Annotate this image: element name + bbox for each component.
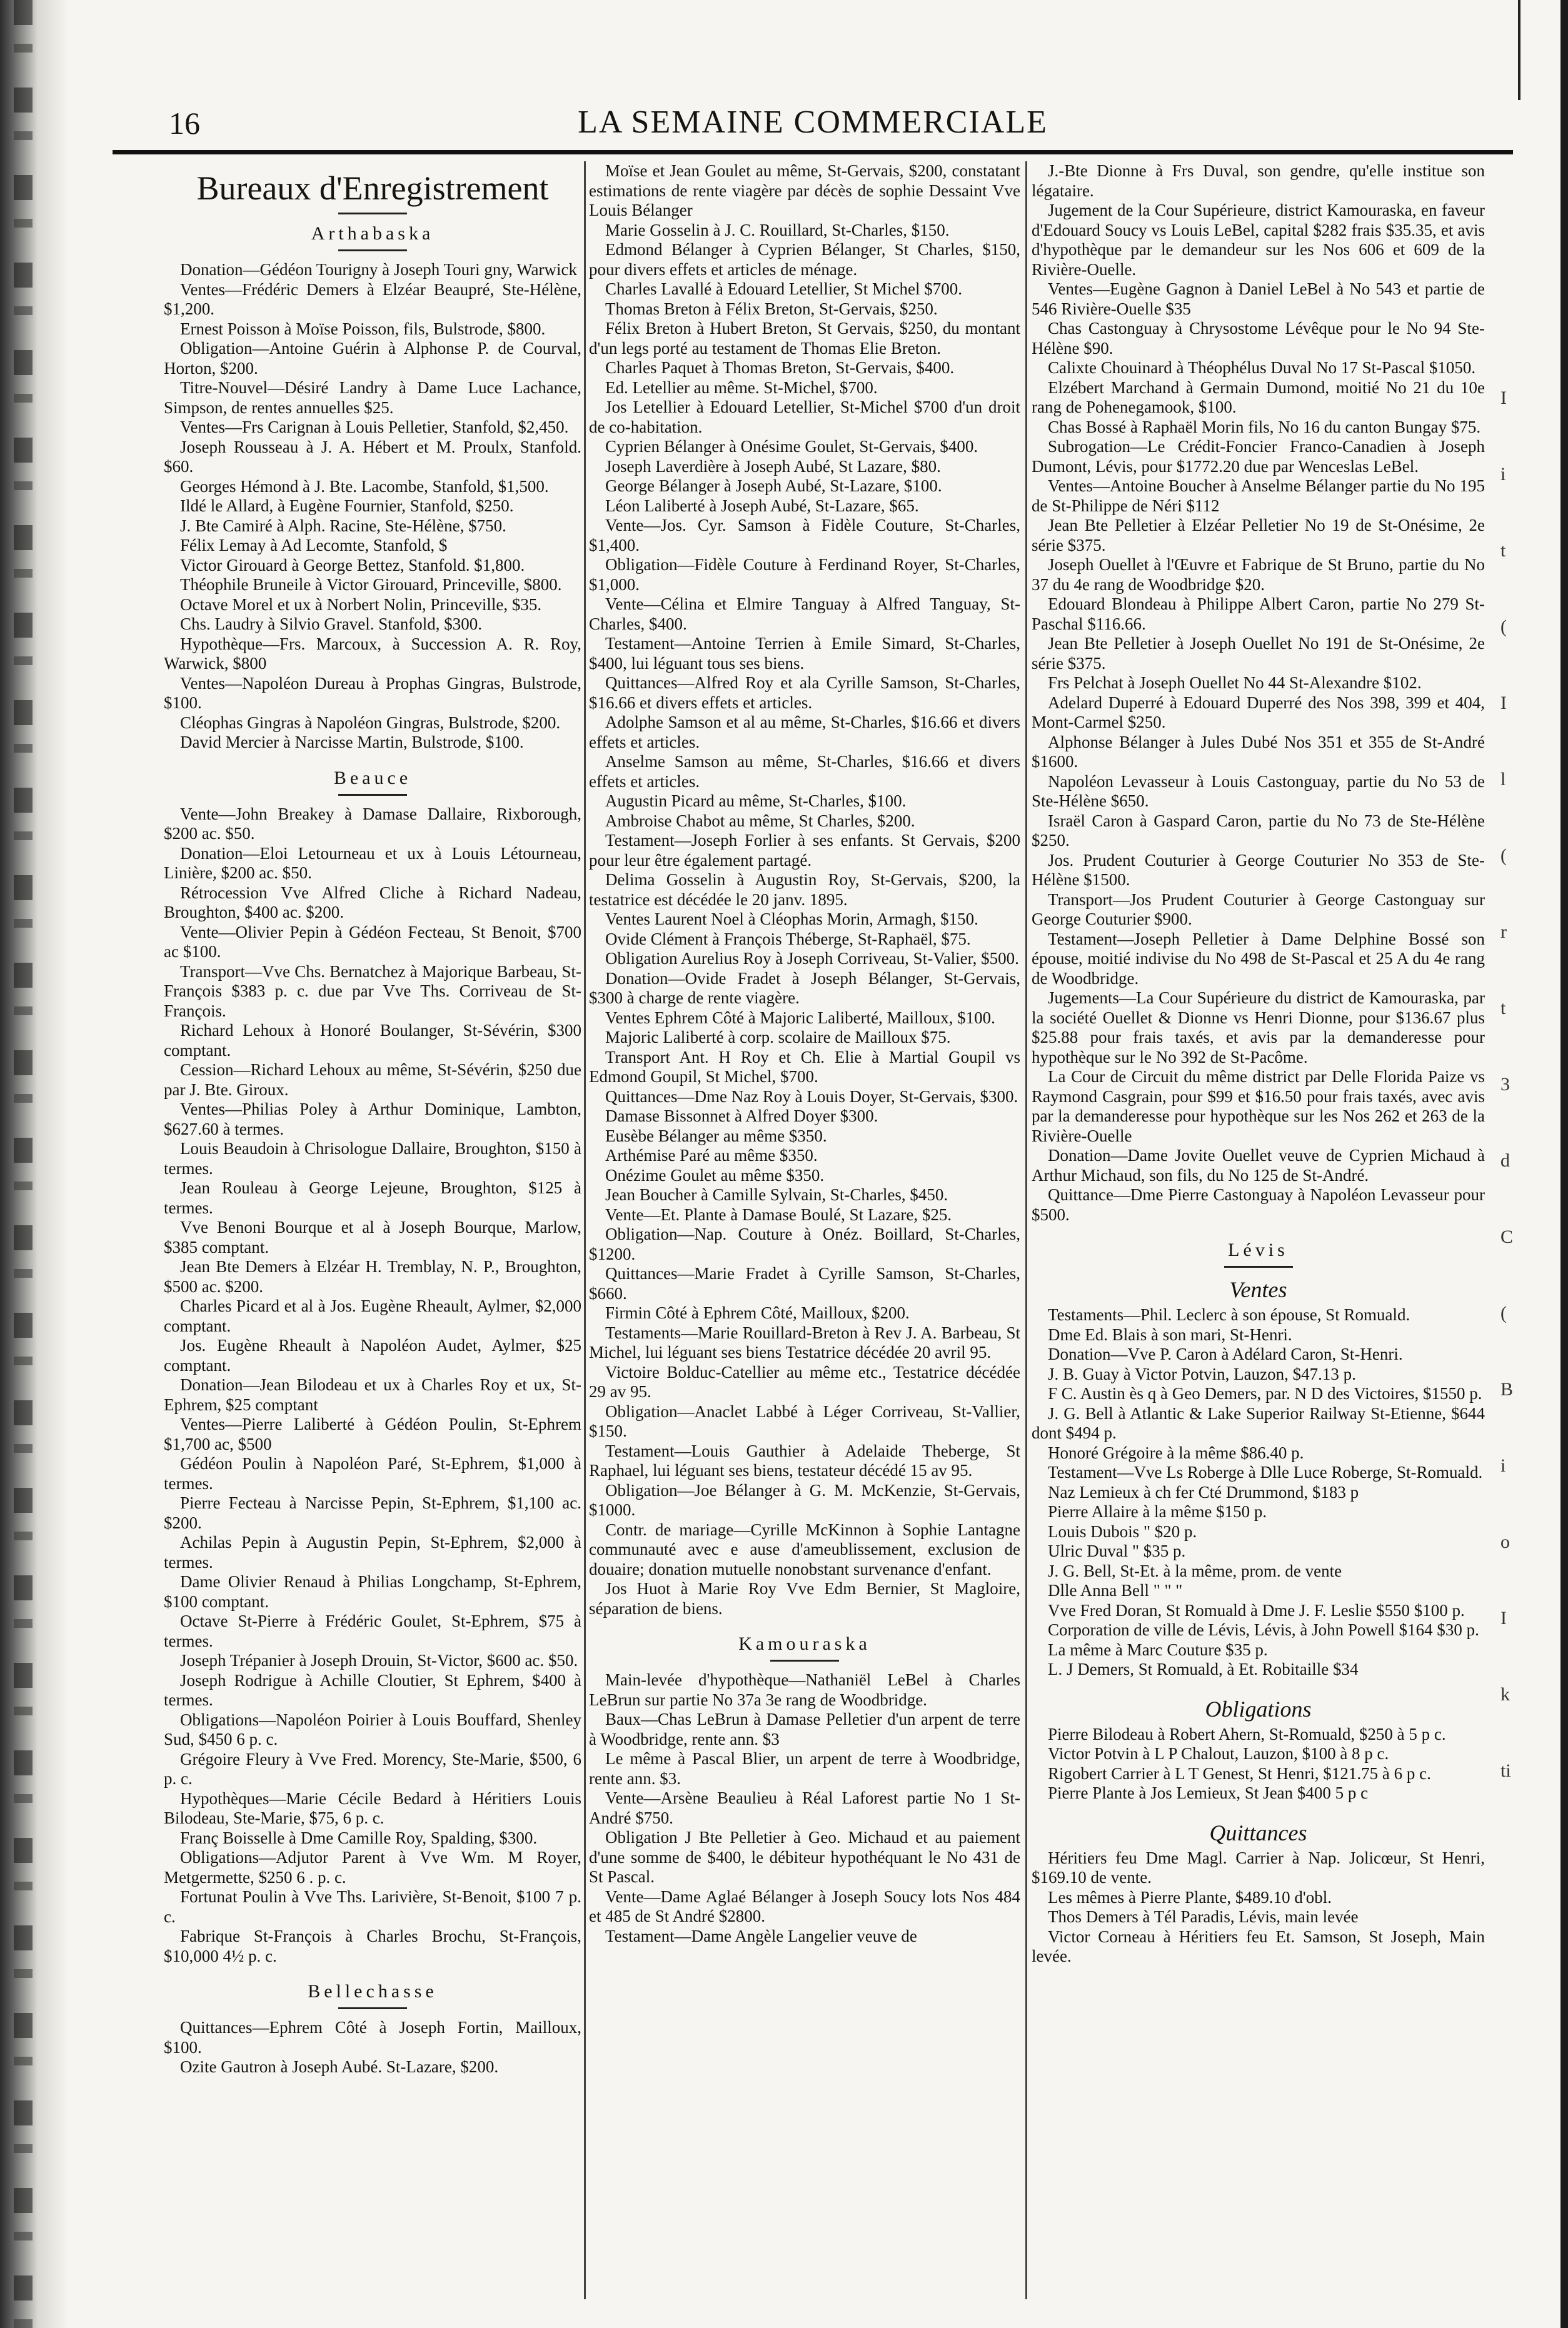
margin-mark: t [1500,540,1506,561]
margin-mark: i [1500,464,1506,484]
record-entry: Thomas Breton à Félix Breton, St-Gervais, $250. [605,299,938,318]
scan-corner-line [1518,0,1520,100]
record-entry: Chas Bossé à Raphaël Morin fils, No 16 du canton Bungay $75. [1048,417,1481,436]
record-entry: Charles Picard et al à Jos. Eugène Rheault, Aylmer, $2,000 comptant. [164,1297,581,1335]
record-entry: Ambroise Chabot au même, St Charles, $200. [605,811,915,830]
record-entry: Louis Beaudoin à Chrisologue Dallaire, Broughton, $150 à termes. [164,1139,581,1178]
record-entry: Obligation—Joe Bélanger à G. M. McKenzie, St-Gervais, $1000. [589,1480,1020,1519]
record-entry: Damase Bissonnet à Alfred Doyer $300. [605,1106,878,1125]
record-entry: Cyprien Bélanger à Onésime Goulet, St-Gervais, $400. [605,437,978,456]
record-entry: Quittances—Alfred Roy et ala Cyrille Samson, St-Charles, $16.66 et divers effets et articles. [589,673,1020,712]
margin-mark: ti [1500,1760,1511,1781]
record-entry: J. Bte Camiré à Alph. Racine, Ste-Hélène, $750. [180,516,506,535]
record-entry: Adelard Duperré à Edouard Duperré des Nos 398, 399 et 404, Mont-Carmel $250. [1032,693,1485,731]
record-entry: Louis Dubois " $20 p. [1048,1522,1197,1541]
section-heading: Beauce [333,767,412,788]
record-entry: Jean Bte Pelletier à Joseph Ouellet No 191 de St-Onésime, 2e série $375. [1032,634,1485,673]
record-entry: Pierre Bilodeau à Robert Ahern, St-Romuald, $250 à 5 p c. [1048,1724,1446,1743]
record-entry: Ventes—Antoine Boucher à Anselme Bélanger partie du No 195 de St-Philippe de Néri $112 [1032,476,1485,515]
margin-mark: k [1500,1684,1510,1705]
record-entry: Hypothèques—Marie Cécile Bedard à Héritiers Louis Bilodeau, Ste-Marie, $75, 6 p. c. [164,1789,581,1827]
section-rule [770,1660,839,1662]
record-entry: Ed. Letellier au même. St-Michel, $700. [605,378,878,397]
subsection-heading: Ventes [1229,1277,1287,1302]
record-entry: J. G. Bell, St-Et. à la même, prom. de vente [1048,1561,1342,1580]
record-entry: Vve Fred Doran, St Romuald à Dme J. F. Leslie $550 $100 p. [1048,1600,1465,1620]
record-entry: Octave St-Pierre à Frédéric Goulet, St-Ephrem, $75 à termes. [164,1612,581,1650]
margin-mark: B [1500,1379,1514,1400]
record-entry: Donation—Ovide Fradet à Joseph Bélanger, St-Gervais, $300 à charge de rente viagère. [589,968,1020,1007]
record-entry: La Cour de Circuit du même district par Delle Florida Paize vs Raymond Casgrain, pour $99 et $16.50 pour frais taxés, avec avis par la demanderesse pour hypothèque sur les Nos 262 et 263 de la Rivière-Ouelle [1032,1067,1485,1145]
column-1-sections [164,223,581,2089]
record-entry: Georges Hémond à J. Bte. Lacombe, Stanfold, $1,500. [180,476,549,496]
record-entry: Transport—Jos Prudent Couturier à George Castonguay sur George Couturier $900. [1032,890,1485,928]
record-entry: Testaments—Phil. Leclerc à son épouse, St Romuald. [1048,1305,1410,1324]
record-entry: Eusèbe Bélanger au même $350. [605,1126,827,1145]
record-entry: Joseph Ouellet à l'Œuvre et Fabrique de St Bruno, partie du No 37 du 4e rang de Woodbridge $20. [1032,555,1485,594]
record-entry: Rigobert Carrier à L T Genest, St Henri, $121.75 à 6 p c. [1048,1764,1431,1783]
record-entry: Jos Letellier à Edouard Letellier, St-Michel $700 d'un droit de co-habitation. [589,398,1020,436]
record-entry: Testaments—Marie Rouillard-Breton à Rev J. A. Barbeau, St Michel, lui léguant ses biens Testatrice décédée 20 avril 95. [589,1323,1020,1362]
record-entry: Obligation—Anaclet Labbé à Léger Corriveau, St-Vallier, $150. [589,1402,1020,1440]
column-2 [589,161,1020,2299]
section-heading: Lévis [1228,1240,1289,1260]
record-entry: Ventes Laurent Noel à Cléophas Morin, Armagh, $150. [605,910,978,928]
record-entry: Donation—Vve P. Caron à Adélard Caron, St-Henri. [1048,1345,1403,1363]
record-entry: Victor Corneau à Héritiers feu Et. Samson, St Joseph, Main levée. [1032,1927,1485,1965]
record-entry: Pierre Fecteau à Narcisse Pepin, St-Ephrem, $1,100 ac. $200. [164,1493,581,1532]
record-entry: Adolphe Samson et al au même, St-Charles, $16.66 et divers effets et articles. [589,713,1020,751]
record-entry: Le même à Pascal Blier, un arpent de terre à Woodbridge, rente ann. $3. [589,1749,1020,1788]
margin-mark: ( [1500,1303,1507,1323]
record-entry: Testament—Joseph Pelletier à Dame Delphine Bossé son épouse, moitié indivise du No 498 de St-Pascal et 25 A du 4e rang de Woodbridge. [1032,929,1485,988]
scan-right-edge [1560,0,1568,2328]
section-gap [1032,1680,1485,1691]
section-heading: Arthabaska [311,223,435,244]
record-entry: Ventes—Eugène Gagnon à Daniel LeBel à No 543 et partie de 546 Rivière-Ouelle $35 [1032,279,1485,318]
record-entry: Obligation—Fidèle Couture à Ferdinand Royer, St-Charles, $1,000. [589,555,1020,594]
record-entry: Moïse et Jean Goulet au même, St-Gervais, $200, constatant estimations de rente viagère par décès de sophie Dessaint Vve Louis Bélanger [589,161,1020,219]
record-entry: Ozite Gautron à Joseph Aubé. St-Lazare, $200. [180,2057,499,2076]
section-heading: Kamouraska [738,1633,871,1654]
record-entry: Transport Ant. H Roy et Ch. Elie à Martial Goupil vs Edmond Goupil, St Michel, $700. [589,1047,1020,1086]
header-rule [113,150,1513,154]
record-entry: Arthémise Paré au même $350. [605,1146,818,1165]
section-gap [589,1946,1020,1957]
section-rule [338,2007,407,2009]
record-entry: Franç Boisselle à Dme Camille Roy, Spalding, $300. [180,1828,538,1847]
record-entry: Marie Gosselin à J. C. Rouillard, St-Charles, $150. [605,220,950,239]
margin-mark: ( [1500,616,1507,637]
record-entry: Thos Demers à Tél Paradis, Lévis, main levée [1048,1907,1359,1926]
record-entry: Onézime Goulet au même $350. [605,1165,825,1185]
record-entry: Testament—Antoine Terrien à Emile Simard, St-Charles, $400, lui léguant tous ses biens. [589,634,1020,673]
margin-mark: I [1500,388,1507,408]
column-3 [1032,161,1485,2299]
subsection-heading: Quittances [1209,1820,1307,1845]
section-gap [164,1966,581,1977]
record-entry: Anselme Samson au même, St-Charles, $16.66 et divers effets et articles. [589,752,1020,791]
record-entry: Joseph Rousseau à J. A. Hébert et M. Proulx, Stanfold. $60. [164,437,581,476]
record-entry: Ildé le Allard, à Eugène Fournier, Stanfold, $250. [180,496,514,515]
record-entry: Joseph Rodrigue à Achille Cloutier, St Ephrem, $400 à termes. [164,1670,581,1709]
section-gap [164,2077,581,2089]
record-entry: Calixte Chouinard à Théophélus Duval No 17 St-Pascal $1050. [1048,358,1476,377]
record-entry: Chs. Laudry à Silvio Gravel. Stanfold, $300. [180,615,482,633]
scan-binding-shadow [0,0,69,2328]
record-entry: Quittances—Ephrem Côté à Joseph Fortin, Mailloux, $100. [164,2018,581,2057]
record-entry: Jean Bte Demers à Elzéar H. Tremblay, N. P., Broughton, $500 ac. $200. [164,1257,581,1296]
section-gap [1032,1804,1485,1815]
page-header [113,94,1513,150]
record-entry: Octave Morel et ux à Norbert Nolin, Princeville, $35. [180,595,542,614]
record-entry: Quittance—Dme Pierre Castonguay à Napoléon Levasseur pour $500. [1032,1185,1485,1224]
record-entry: Testament—Vve Ls Roberge à Dlle Luce Roberge, St-Romuald. [1048,1463,1483,1482]
section-rule [338,249,407,251]
record-entry: J.-Bte Dionne à Frs Duval, son gendre, qu'elle institue son légataire. [1032,161,1485,200]
record-entry: Vente—Olivier Pepin à Gédéon Fecteau, St Benoit, $700 ac $100. [164,922,581,961]
record-entry: Vente—Dame Aglaé Bélanger à Joseph Soucy lots Nos 484 et 485 de St André $2800. [589,1887,1020,1925]
record-entry: Ventes—Philias Poley à Arthur Dominique, Lambton, $627.60 à termes. [164,1100,581,1138]
record-entry: Félix Breton à Hubert Breton, St Gervais, $250, du montant d'un legs porté au testament de Thomas Elie Breton. [589,319,1020,358]
record-entry: Firmin Côté à Ephrem Côté, Mailloux, $200. [605,1303,910,1322]
margin-mark: C [1500,1227,1514,1247]
record-entry: Vente—Et. Plante à Damase Boulé, St Lazare, $25. [605,1205,952,1224]
record-entry: Titre-Nouvel—Désiré Landry à Dame Luce Lachance, Simpson, de rentes annuelles $25. [164,378,581,417]
record-entry: Pierre Allaire à la même $150 p. [1048,1502,1267,1521]
record-entry: La même à Marc Couture $35 p. [1048,1640,1268,1659]
section-gap [164,753,581,764]
record-entry: Donation—Gédéon Tourigny à Joseph Touri gny, Warwick [180,260,577,279]
record-entry: Ventes—Frédéric Demers à Elzéar Beaupré, Ste-Hélène, $1,200. [164,279,581,318]
record-entry: Les mêmes à Pierre Plante, $489.10 d'obl. [1048,1887,1332,1907]
record-entry: Frs Pelchat à Joseph Ouellet No 44 St-Alexandre $102. [1048,673,1422,692]
record-entry: Hypothèque—Frs. Marcoux, à Succession A. R. Roy, Warwick, $800 [164,634,581,673]
column-divider [584,161,586,2299]
record-entry: Obligation J Bte Pelletier à Geo. Michaud et au paiement d'une somme de $400, le débiteur hypothéquant le No 431 de St Pascal. [589,1828,1020,1886]
record-entry: Alphonse Bélanger à Jules Dubé Nos 351 et 355 de St-André $1600. [1032,732,1485,771]
section-title: Bureaux d'Enregistrement [196,169,549,207]
record-entry: Obligation Aurelius Roy à Joseph Corriveau, St-Valier, $500. [605,949,1019,968]
margin-mark: t [1500,998,1506,1018]
record-entry: Théophile Bruneile à Victor Girouard, Princeville, $800. [180,575,562,594]
record-entry: Fabrique St-François à Charles Brochu, St-François, $10,000 4½ p. c. [164,1927,581,1965]
record-entry: Elzébert Marchand à Germain Dumond, moitié No 21 du 10e rang de Pohenegamook, $100. [1032,378,1485,416]
record-entry: Jos Huot à Marie Roy Vve Edm Bernier, St Magloire, séparation de biens. [589,1579,1020,1618]
record-entry: Naz Lemieux à ch fer Cté Drummond, $183 p [1048,1482,1359,1502]
record-entry: Donation—Jean Bilodeau et ux à Charles Roy et ux, St-Ephrem, $25 comptant [164,1375,581,1414]
record-entry: Charles Paquet à Thomas Breton, St-Gervais, $400. [605,358,955,377]
record-entry: Obligations—Napoléon Poirier à Louis Bouffard, Shenley Sud, $450 6 p. c. [164,1710,581,1749]
record-entry: Quittances—Dme Naz Roy à Louis Doyer, St-Gervais, $300. [605,1086,1018,1106]
record-entry: J. G. Bell à Atlantic & Lake Superior Railway St-Etienne, $644 dont $494 p. [1032,1403,1485,1442]
margin-mark: d [1500,1150,1510,1171]
record-entry: Obligation—Antoine Guérin à Alphonse P. de Courval, Horton, $200. [164,339,581,378]
subsection-heading: Obligations [1205,1696,1312,1722]
record-entry: Ventes Ephrem Côté à Majoric Laliberté, Mailloux, $100. [605,1008,995,1027]
margin-mark: i [1500,1455,1506,1476]
margin-mark: 3 [1500,1074,1510,1095]
section-rule [1224,1266,1293,1268]
record-entry: Achilas Pepin à Augustin Pepin, St-Ephrem, $2,000 à termes. [164,1533,581,1572]
record-entry: L. J Demers, St Romuald, à Et. Robitaille $34 [1048,1660,1359,1678]
record-entry: Majoric Laliberté à corp. scolaire de Mailloux $75. [605,1028,951,1046]
record-entry: Jugements—La Cour Supérieure du district de Kamouraska, par la société Ouellet & Dionne vs Henri Dionne, pour $136.67 plus $25.88 pour frais taxés, et avis par la demanderesse pour hypothèque sur le No 392 de St-Pacôme. [1032,988,1485,1066]
record-entry: Dlle Anna Bell " " " [1048,1581,1183,1600]
record-entry: Main-levée d'hypothèque—Nathaniël LeBel à Charles LeBrun sur partie No 37a 3e rang de Woodbridge. [589,1670,1020,1709]
margin-marks [1500,388,1538,1888]
record-entry: Cession—Richard Lehoux au même, St-Sévérin, $250 due par J. Bte. Giroux. [164,1060,581,1099]
record-entry: Contr. de mariage—Cyrille McKinnon à Sophie Lantagne communauté avec e ause d'ameublissement, exclusion de douaire; donation mutuelle nonobstant survenance d'enfant. [589,1520,1020,1578]
record-entry: Victoire Bolduc-Catellier au même etc., Testatrice décédée 29 av 95. [589,1362,1020,1401]
record-entry: Obligations—Adjutor Parent à Vve Wm. M Royer, Metgermette, $250 6 . p. c. [164,1848,581,1887]
record-entry: George Bélanger à Joseph Aubé, St-Lazare, $100. [605,476,942,495]
record-entry: Corporation de ville de Lévis, Lévis, à John Powell $164 $30 p. [1048,1620,1479,1639]
section-rule [338,794,407,796]
record-entry: Ventes—Napoléon Dureau à Prophas Gingras, Bulstrode, $100. [164,673,581,712]
section-heading: Bellechasse [308,1981,438,2002]
record-entry: Dme Ed. Blais à son mari, St-Henri. [1048,1325,1292,1344]
record-entry: Ovide Clément à François Théberge, St-Raphaël, $75. [605,929,971,948]
record-entry: Fortunat Poulin à Vve Ths. Larivière, St-Benoit, $100 7 p. c. [164,1887,581,1926]
record-entry: Héritiers feu Dme Magl. Carrier à Nap. Jolicœur, St Henri, $169.10 de vente. [1032,1848,1485,1887]
margin-mark: ( [1500,845,1507,866]
record-entry: Cléophas Gingras à Napoléon Gingras, Bulstrode, $200. [180,713,561,732]
record-entry: Dame Olivier Renaud à Philias Longchamp, St-Ephrem, $100 comptant. [164,1572,581,1611]
record-entry: Transport—Vve Chs. Bernatchez à Majorique Barbeau, St-François $383 p. c. due par Vve Ths. Corriveau de St-François. [164,961,581,1020]
record-entry: Edouard Blondeau à Philippe Albert Caron, partie No 279 St-Paschal $116.66. [1032,595,1485,633]
record-entry: Charles Lavallé à Edouard Letellier, St Michel $700. [605,279,962,298]
record-entry: Grégoire Fleury à Vve Fred. Morency, Ste-Marie, $500, 6 p. c. [164,1749,581,1788]
section-gap [589,1618,1020,1630]
record-entry: Quittances—Marie Fradet à Cyrille Samson, St-Charles, $660. [589,1264,1020,1303]
record-entry: Ulric Duval " $35 p. [1048,1542,1186,1560]
record-entry: F C. Austin ès q à Geo Demers, par. N D des Victoires, $1550 p. [1048,1384,1482,1403]
record-entry: Rétrocession Vve Alfred Cliche à Richard Nadeau, Broughton, $400 ac. $200. [164,883,581,921]
scan-edge-marks [14,0,33,2328]
record-entry: Gédéon Poulin à Napoléon Paré, St-Ephrem, $1,000 à termes. [164,1454,581,1493]
record-entry: Israël Caron à Gaspard Caron, partie du No 73 de Ste-Hélène $250. [1032,811,1485,850]
record-entry: Chas Castonguay à Chrysostome Lévêque pour le No 94 Ste-Hélène $90. [1032,319,1485,358]
record-entry: Subrogation—Le Crédit-Foncier Franco-Canadien à Joseph Dumont, Lévis, pour $1772.20 due par Wenceslas LeBel. [1032,437,1485,476]
record-entry: Jean Bte Pelletier à Elzéar Pelletier No 19 de St-Onésime, 2e série $375. [1032,516,1485,554]
record-entry: J. B. Guay à Victor Potvin, Lauzon, $47.13 p. [1048,1364,1356,1383]
record-entry: Augustin Picard au même, St-Charles, $100. [605,791,907,810]
record-entry: Jugement de la Cour Supérieure, district Kamouraska, en faveur d'Edouard Soucy vs Louis LeBel, capital $282 frais $35.35, et avis d'hypothèque par le demandeur sur les Nos 606 et 609 de la Rivière-Ouelle. [1032,201,1485,279]
margin-mark: o [1500,1532,1510,1552]
record-entry: Victor Girouard à George Bettez, Stanfold. $1,800. [180,555,525,574]
record-entry: Napoléon Levasseur à Louis Castonguay, partie du No 53 de Ste-Hélène $650. [1032,771,1485,810]
record-entry: Victor Potvin à L P Chalout, Lauzon, $100 à 8 p c. [1048,1744,1389,1763]
record-entry: Donation—Dame Jovite Ouellet veuve de Cyprien Michaud à Arthur Michaud, son fils, du No 125 de St-André. [1032,1146,1485,1185]
record-entry: Vve Benoni Bourque et al à Joseph Bourque, Marlow, $385 comptant. [164,1218,581,1257]
record-entry: Pierre Plante à Jos Lemieux, St Jean $400 5 p c [1048,1784,1369,1802]
record-entry: Obligation—Nap. Couture à Onéz. Boillard, St-Charles, $1200. [589,1225,1020,1263]
record-entry: Léon Laliberté à Joseph Aubé, St-Lazare, $65. [605,496,919,515]
record-entry: Testament—Dame Angèle Langelier veuve de [605,1926,917,1945]
margin-mark: I [1500,1608,1507,1628]
record-entry: Joseph Laverdière à Joseph Aubé, St Lazare, $80. [605,456,941,476]
record-entry: Edmond Bélanger à Cyprien Bélanger, St Charles, $150, pour divers effets et articles de ménage. [589,240,1020,279]
section-gap [1032,1225,1485,1236]
record-entry: Vente—Célina et Elmire Tanguay à Alfred Tanguay, St-Charles, $400. [589,595,1020,633]
record-entry: Ernest Poisson à Moïse Poisson, fils, Bulstrode, $800. [180,319,546,338]
record-entry: Vente—Jos. Cyr. Samson à Fidèle Couture, St-Charles, $1,400. [589,516,1020,554]
record-entry: Delima Gosselin à Augustin Roy, St-Gervais, $200, la testatrice est décédée le 20 janv. 1895. [589,870,1020,909]
margin-mark: l [1500,769,1506,790]
record-entry: Donation—Eloi Letourneau et ux à Louis Létourneau, Linière, $200 ac. $50. [164,843,581,882]
record-entry: Jos. Eugène Rheault à Napoléon Audet, Aylmer, $25 comptant. [164,1336,581,1375]
record-entry: Félix Lemay à Ad Lecomte, Stanfold, $ [180,536,448,554]
margin-mark: I [1500,693,1507,713]
section-gap [1032,1967,1485,1978]
record-entry: Jean Boucher à Camille Sylvain, St-Charles, $450. [605,1185,948,1204]
margin-mark: r [1500,921,1507,942]
record-entry: Testament—Louis Gauthier à Adelaide Theberge, St Raphael, lui léguant ses biens, testateur décédé 15 av 95. [589,1441,1020,1480]
title-rule [338,213,407,214]
record-entry: Vente—Arsène Beaulieu à Réal Laforest partie No 1 St-André $750. [589,1789,1020,1827]
record-entry: Richard Lehoux à Honoré Boulanger, St-Sévérin, $300 comptant. [164,1021,581,1060]
record-entry: Jos. Prudent Couturier à George Couturier No 353 de Ste-Hélène $1500. [1032,850,1485,889]
record-entry: Baux—Chas LeBrun à Damase Pelletier d'un arpent de terre à Woodbridge, rente ann. $3 [589,1710,1020,1749]
page-number: 16 [169,106,200,141]
record-entry: Ventes—Frs Carignan à Louis Pelletier, Stanfold, $2,450. [180,418,569,436]
record-entry: Ventes—Pierre Laliberté à Gédéon Poulin, St-Ephrem $1,700 ac, $500 [164,1415,581,1453]
record-entry: Jean Rouleau à George Lejeune, Broughton, $125 à termes. [164,1178,581,1217]
record-entry: Joseph Trépanier à Joseph Drouin, St-Victor, $600 ac. $50. [180,1651,578,1670]
column-divider [1025,161,1027,2299]
column-1 [164,161,581,2299]
record-entry: Vente—John Breakey à Damase Dallaire, Rixborough, $200 ac. $50. [164,804,581,843]
record-entry: David Mercier à Narcisse Martin, Bulstrode, $100. [180,733,524,751]
record-entry: Honoré Grégoire à la même $86.40 p. [1048,1443,1304,1462]
record-entry: Testament—Joseph Forlier à ses enfants. St Gervais, $200 pour leur être également partagé. [589,831,1020,870]
running-title: LA SEMAINE COMMERCIALE [578,104,1048,140]
